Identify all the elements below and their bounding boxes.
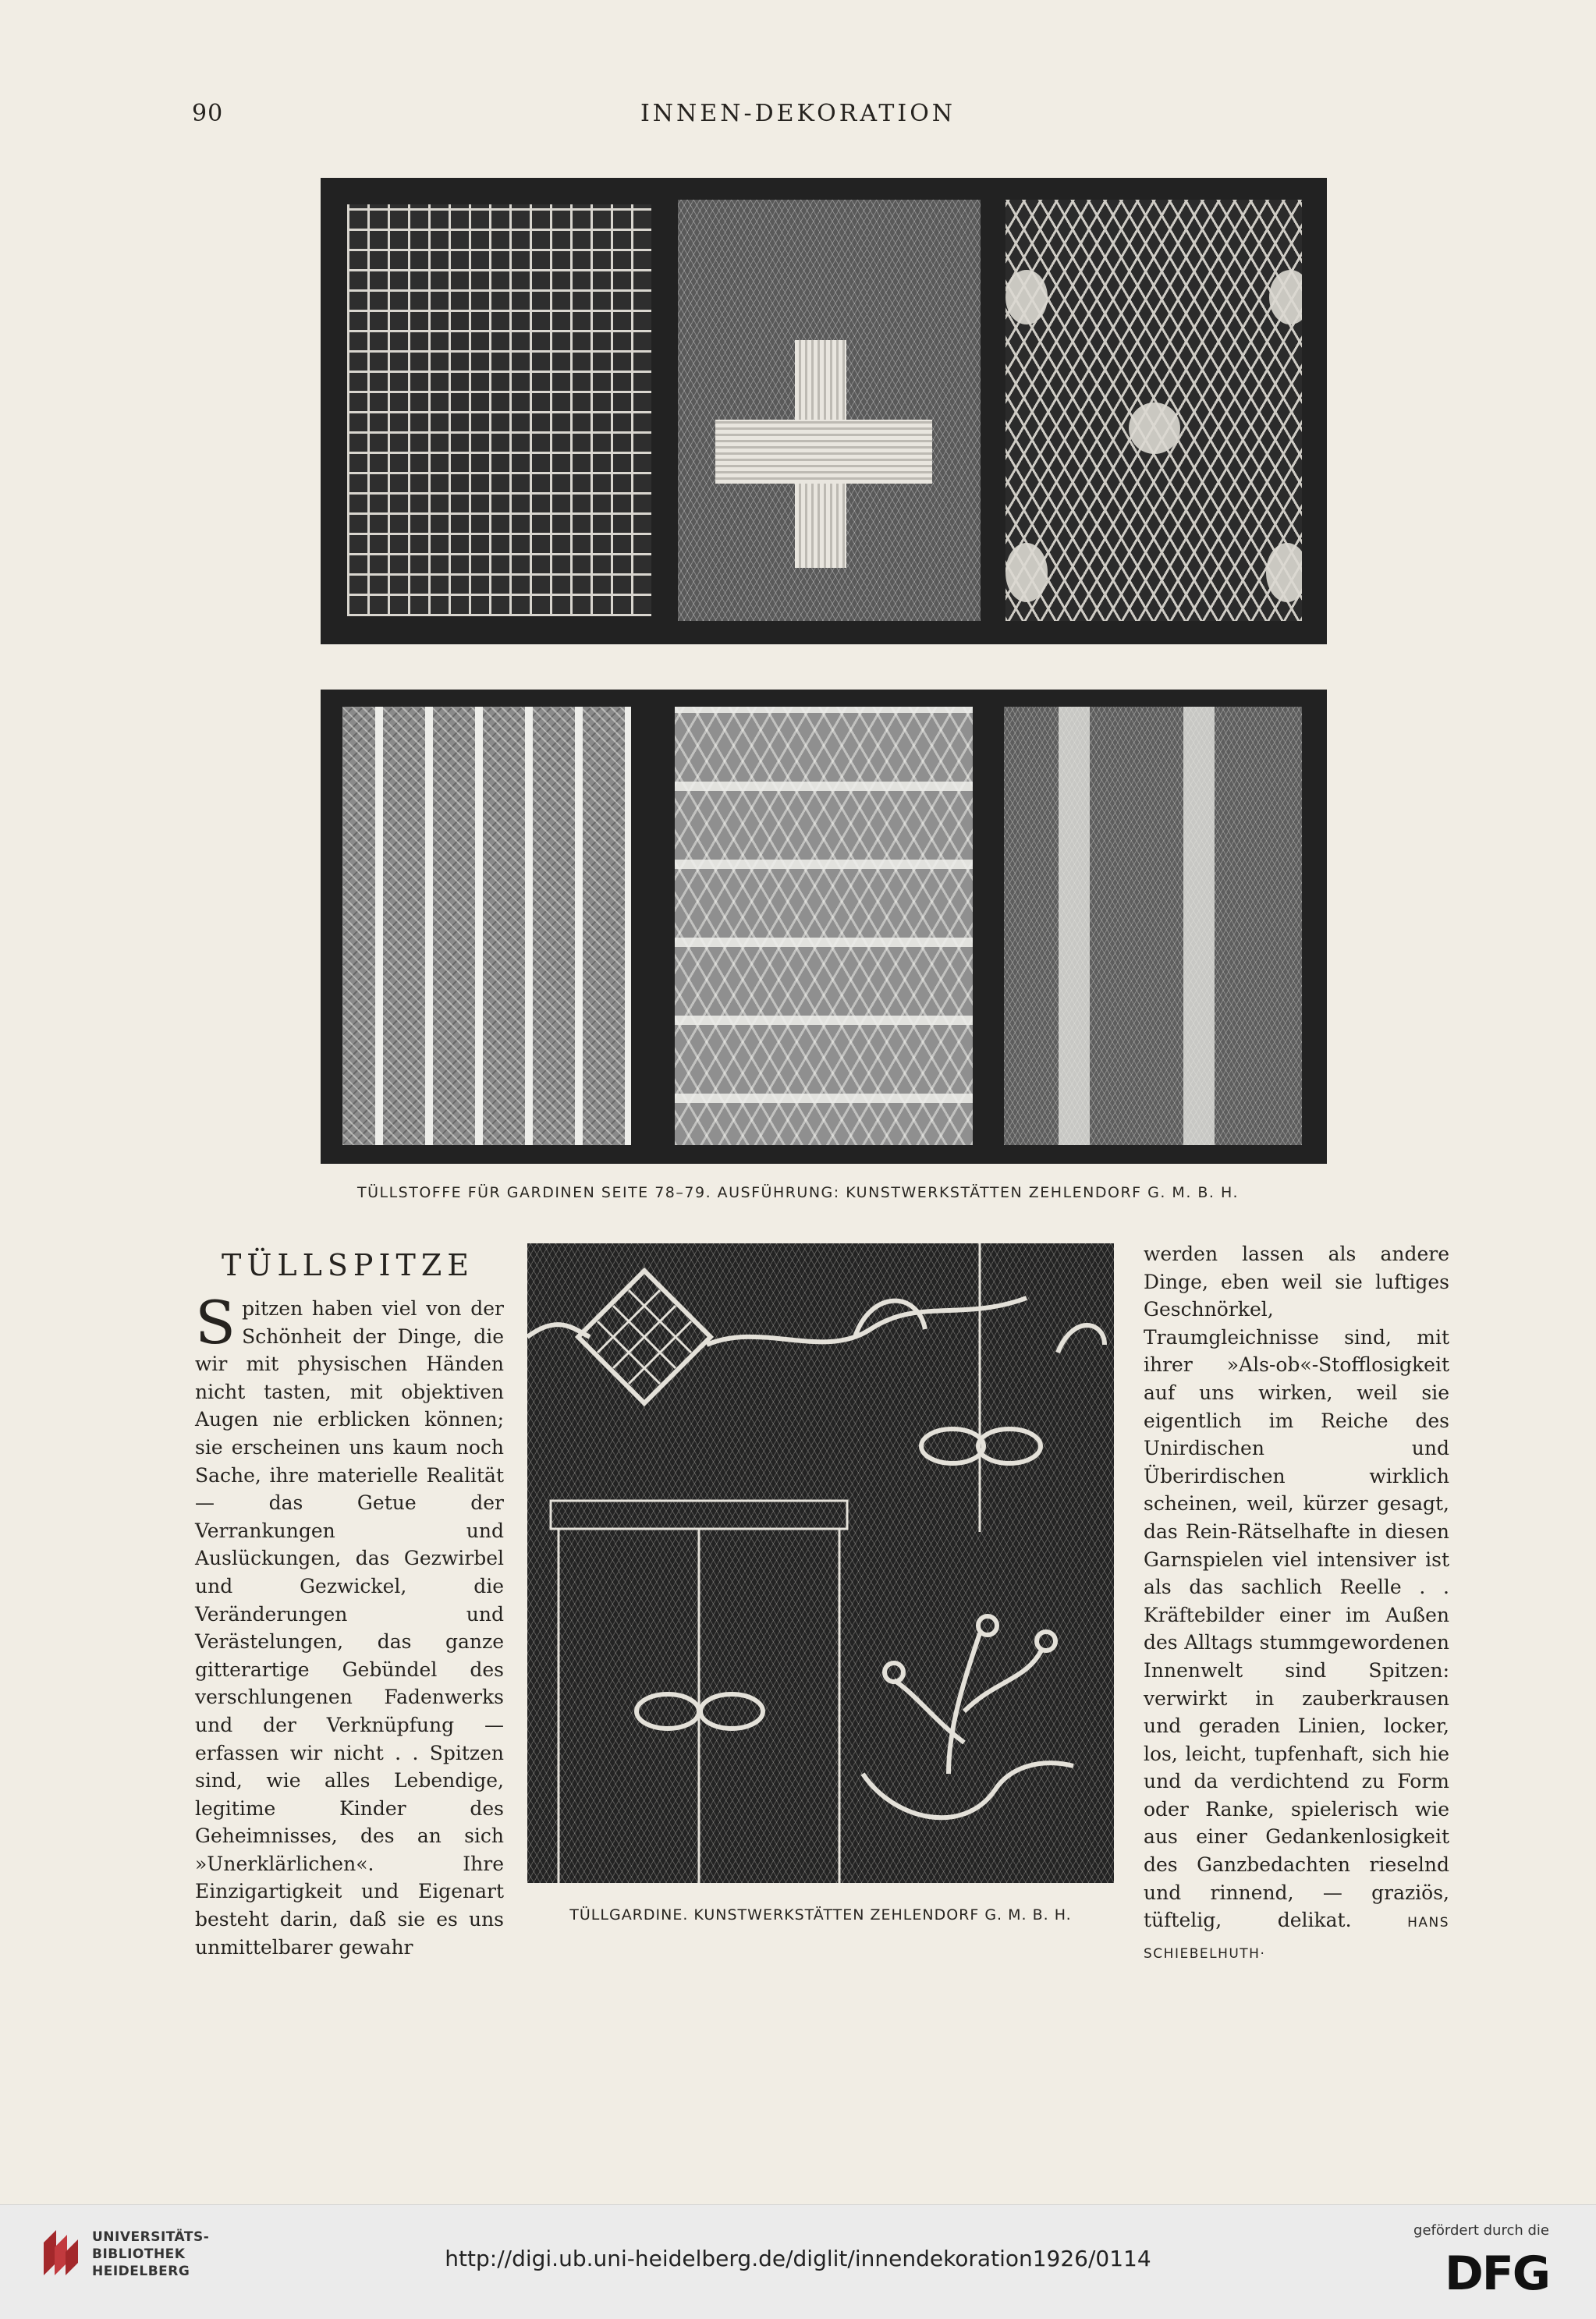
lace-dot bbox=[1129, 402, 1180, 454]
lace-dot bbox=[1269, 270, 1302, 324]
library-name-line: UNIVERSITÄTS- bbox=[92, 2229, 210, 2245]
library-name-line: HEIDELBERG bbox=[92, 2264, 190, 2279]
article-author: HANS SCHIEBELHUTH· bbox=[1144, 1915, 1449, 1962]
cross-horizontal-bar bbox=[715, 420, 932, 484]
tulle-fabric-plate-top bbox=[321, 178, 1327, 644]
tulle-curtain-photo bbox=[527, 1243, 1114, 1883]
zigzag-tulle-swatch bbox=[675, 707, 973, 1145]
left-column-text: pitzen haben viel von der Schönheit der Dinge, die wir mit physischen Händen nicht tasten, mit objektiven Augen nie erblicken können; sie erscheinen uns kaum noch Sache, ihre materielle Realität — das Getue der Verrankungen und Auslückungen, das Gezwirbel und Gezwickel, die Veränderungen und Verästelungen, das ganze gitterartige Gebündel des verschlungenen Fadenwerks und der Verknüpfung — erfassen wir nicht . . Spitzen sind, wie alles Lebendige, legitime Kinder des Geheimnisses, des an sich »Unerklärlichen«. Ihre Einzigartigkeit und Eigenart besteht darin, daß sie es uns unmittelbarer gewahr bbox=[195, 1297, 504, 1959]
dotted-hex-tulle-swatch bbox=[1005, 200, 1302, 621]
digitization-footer bbox=[0, 2204, 1596, 2319]
banded-tulle-swatch bbox=[1004, 707, 1302, 1145]
lace-dot bbox=[1266, 543, 1302, 602]
lace-dot bbox=[1005, 270, 1048, 324]
right-column-text: werden lassen als andere Dinge, eben weil sie luftiges Geschnörkel, Traumgleichnisse sind, mit ihrer »Als-ob«-Stofflosigkeit auf uns wirken, weil sie eigentlich im Reiche des Unirdischen und Überirdischen wirklich scheinen, weil, kürzer gesagt, das Rein-Rätselhafte in diesen Garnspielen viel intensiver ist als das sachlich Reelle . . Kräftebilder einer im Außen des Alltags stummgewordenen Innenwelt sind Spitzen: verwirkt in zauberkrausen und geraden Linien, locker, los, leicht, tupfenhaft, sich hie und da verdichtend zu Form oder Ranke, spielerisch wie aus einer Gedankenlosigkeit des Ganzbedachten rieselnd und rinnend, — graziös, tüftelig, delikat. bbox=[1144, 1243, 1449, 1932]
grid-tulle-swatch bbox=[347, 204, 651, 616]
curtain-lace-pattern bbox=[527, 1243, 1114, 1883]
article-column-right bbox=[1144, 1240, 1449, 1968]
dfg-logo: DFG bbox=[1444, 2246, 1549, 2301]
lace-motif-drawing bbox=[527, 1243, 1114, 1883]
source-url-link[interactable]: http://digi.ub.uni-heidelberg.de/diglit/innendekoration1926/0114 bbox=[445, 2246, 1151, 2271]
plate-caption: TÜLLSTOFFE FÜR GARDINEN SEITE 78–79. AUSFÜHRUNG: KUNSTWERKSTÄTTEN ZEHLENDORF G. M. B. H. bbox=[356, 1184, 1240, 1201]
library-name-line: BIBLIOTHEK bbox=[92, 2246, 186, 2262]
page-number: 90 bbox=[192, 100, 224, 127]
article-title: TÜLLSPITZE bbox=[222, 1248, 474, 1282]
article-column-left bbox=[195, 1288, 504, 1961]
funding-note: gefördert durch die bbox=[1413, 2222, 1549, 2239]
striped-tulle-swatch bbox=[342, 707, 631, 1145]
lace-dot bbox=[1005, 543, 1048, 602]
drop-cap: S bbox=[195, 1288, 236, 1357]
cross-tulle-swatch bbox=[678, 200, 981, 621]
running-title: INNEN-DEKORATION bbox=[640, 100, 956, 127]
tulle-fabric-plate-bottom bbox=[321, 690, 1327, 1164]
curtain-caption: TÜLLGARDINE. KUNSTWERKSTÄTTEN ZEHLENDORF G. M. B. H. bbox=[569, 1906, 1072, 1924]
